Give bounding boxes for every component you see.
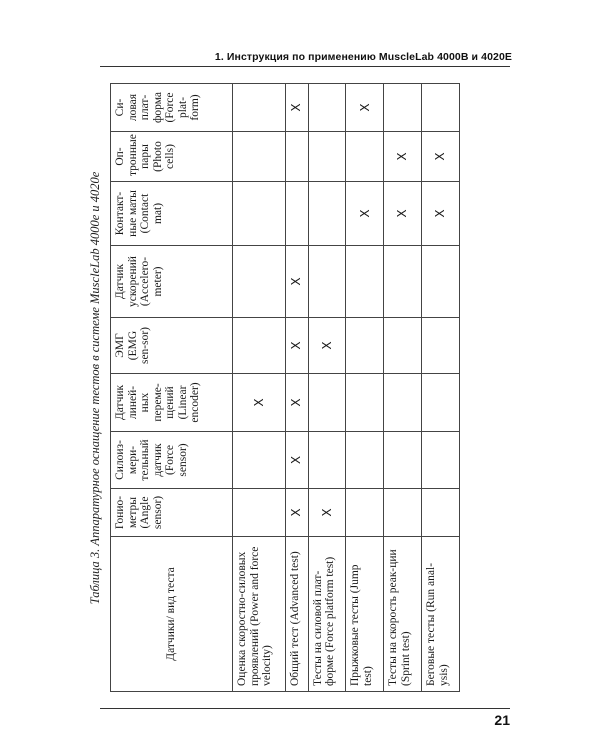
table-cell: X <box>384 182 422 246</box>
table-row <box>384 84 422 692</box>
table-cell <box>308 84 346 132</box>
table-row <box>308 84 346 692</box>
table-cell: X <box>422 182 460 246</box>
footer-rule <box>100 708 510 709</box>
table-cell <box>233 489 286 537</box>
table-cell <box>346 246 384 318</box>
table-cell <box>233 246 286 318</box>
table-cell: X <box>233 374 286 432</box>
table-cell <box>233 432 286 489</box>
table-cell: X <box>285 432 308 489</box>
table-cell <box>285 182 308 246</box>
rotated-table-region <box>82 84 472 692</box>
table-cell <box>422 489 460 537</box>
table-row <box>233 84 286 692</box>
running-header: 1. Инструкция по применению MuscleLab 4000B и 4020E <box>214 51 512 63</box>
column-header: Силоиз-мери-тельный датчик (Force sensor) <box>111 432 233 489</box>
table-cell: X <box>285 318 308 374</box>
table-cell <box>422 84 460 132</box>
column-header: Контакт-ные маты (Contact mat) <box>111 182 233 246</box>
table-cell <box>422 318 460 374</box>
table-cell: X <box>285 246 308 318</box>
table-cell <box>384 432 422 489</box>
table-cell <box>384 374 422 432</box>
column-header: Гонио-метры (Angle sensor) <box>111 489 233 537</box>
table-cell <box>384 489 422 537</box>
table-cell <box>346 432 384 489</box>
column-header: Датчик ускорений (Accelero-meter) <box>111 246 233 318</box>
table-cell: X <box>285 374 308 432</box>
equipment-table <box>110 83 460 692</box>
table-row <box>422 84 460 692</box>
column-header: Датчик линей-ных переме-щений (Linear encoder) <box>111 374 233 432</box>
table-cell <box>308 374 346 432</box>
table-cell <box>422 246 460 318</box>
row-label: Прыжковые тесты (Jump test) <box>346 537 384 692</box>
table-cell: X <box>346 84 384 132</box>
row-label: Оценка скоростно-силовых проявлений (Power and force velocity) <box>233 537 286 692</box>
table-cell: X <box>346 182 384 246</box>
table-cell <box>285 132 308 182</box>
table-cell <box>233 318 286 374</box>
column-header: Си-ловая плат-форма (Force plat-form) <box>111 84 233 132</box>
table-cell <box>346 132 384 182</box>
table-row <box>346 84 384 692</box>
table-cell: X <box>308 489 346 537</box>
corner-header: Датчики/ вид теста <box>111 537 233 692</box>
table-cell: X <box>422 132 460 182</box>
table-cell <box>384 318 422 374</box>
column-header: Оп-тронные пары (Photo cells) <box>111 132 233 182</box>
table-cell <box>384 84 422 132</box>
page-number: 21 <box>494 712 510 728</box>
table-cell <box>233 84 286 132</box>
table-cell: X <box>285 84 308 132</box>
table-cell: X <box>384 132 422 182</box>
column-header: ЭМГ (EMG sen-sor) <box>111 318 233 374</box>
table-cell <box>384 246 422 318</box>
row-label: Тесты на скорость реак-ции (Sprint test) <box>384 537 422 692</box>
table-header-row <box>111 84 233 692</box>
table-row <box>285 84 308 692</box>
table-cell <box>308 132 346 182</box>
table-caption: Таблица 3. Аппаратурное оснащение тестов в системе MuscleLab 4000e и 4020e <box>88 171 102 605</box>
table-cell: X <box>285 489 308 537</box>
row-label: Беговые тесты (Run anal-ysis) <box>422 537 460 692</box>
header-rule <box>100 66 510 67</box>
table-cell <box>422 432 460 489</box>
table-cell <box>308 246 346 318</box>
table-cell <box>422 374 460 432</box>
table-cell: X <box>308 318 346 374</box>
table-cell <box>346 489 384 537</box>
table-cell <box>346 374 384 432</box>
row-label: Тесты на силовой плат-форме (Force platform test) <box>308 537 346 692</box>
table-cell <box>233 132 286 182</box>
row-label: Общий тест (Advanced test) <box>285 537 308 692</box>
table-cell <box>308 432 346 489</box>
table-cell <box>346 318 384 374</box>
table-cell <box>308 182 346 246</box>
table-cell <box>233 182 286 246</box>
